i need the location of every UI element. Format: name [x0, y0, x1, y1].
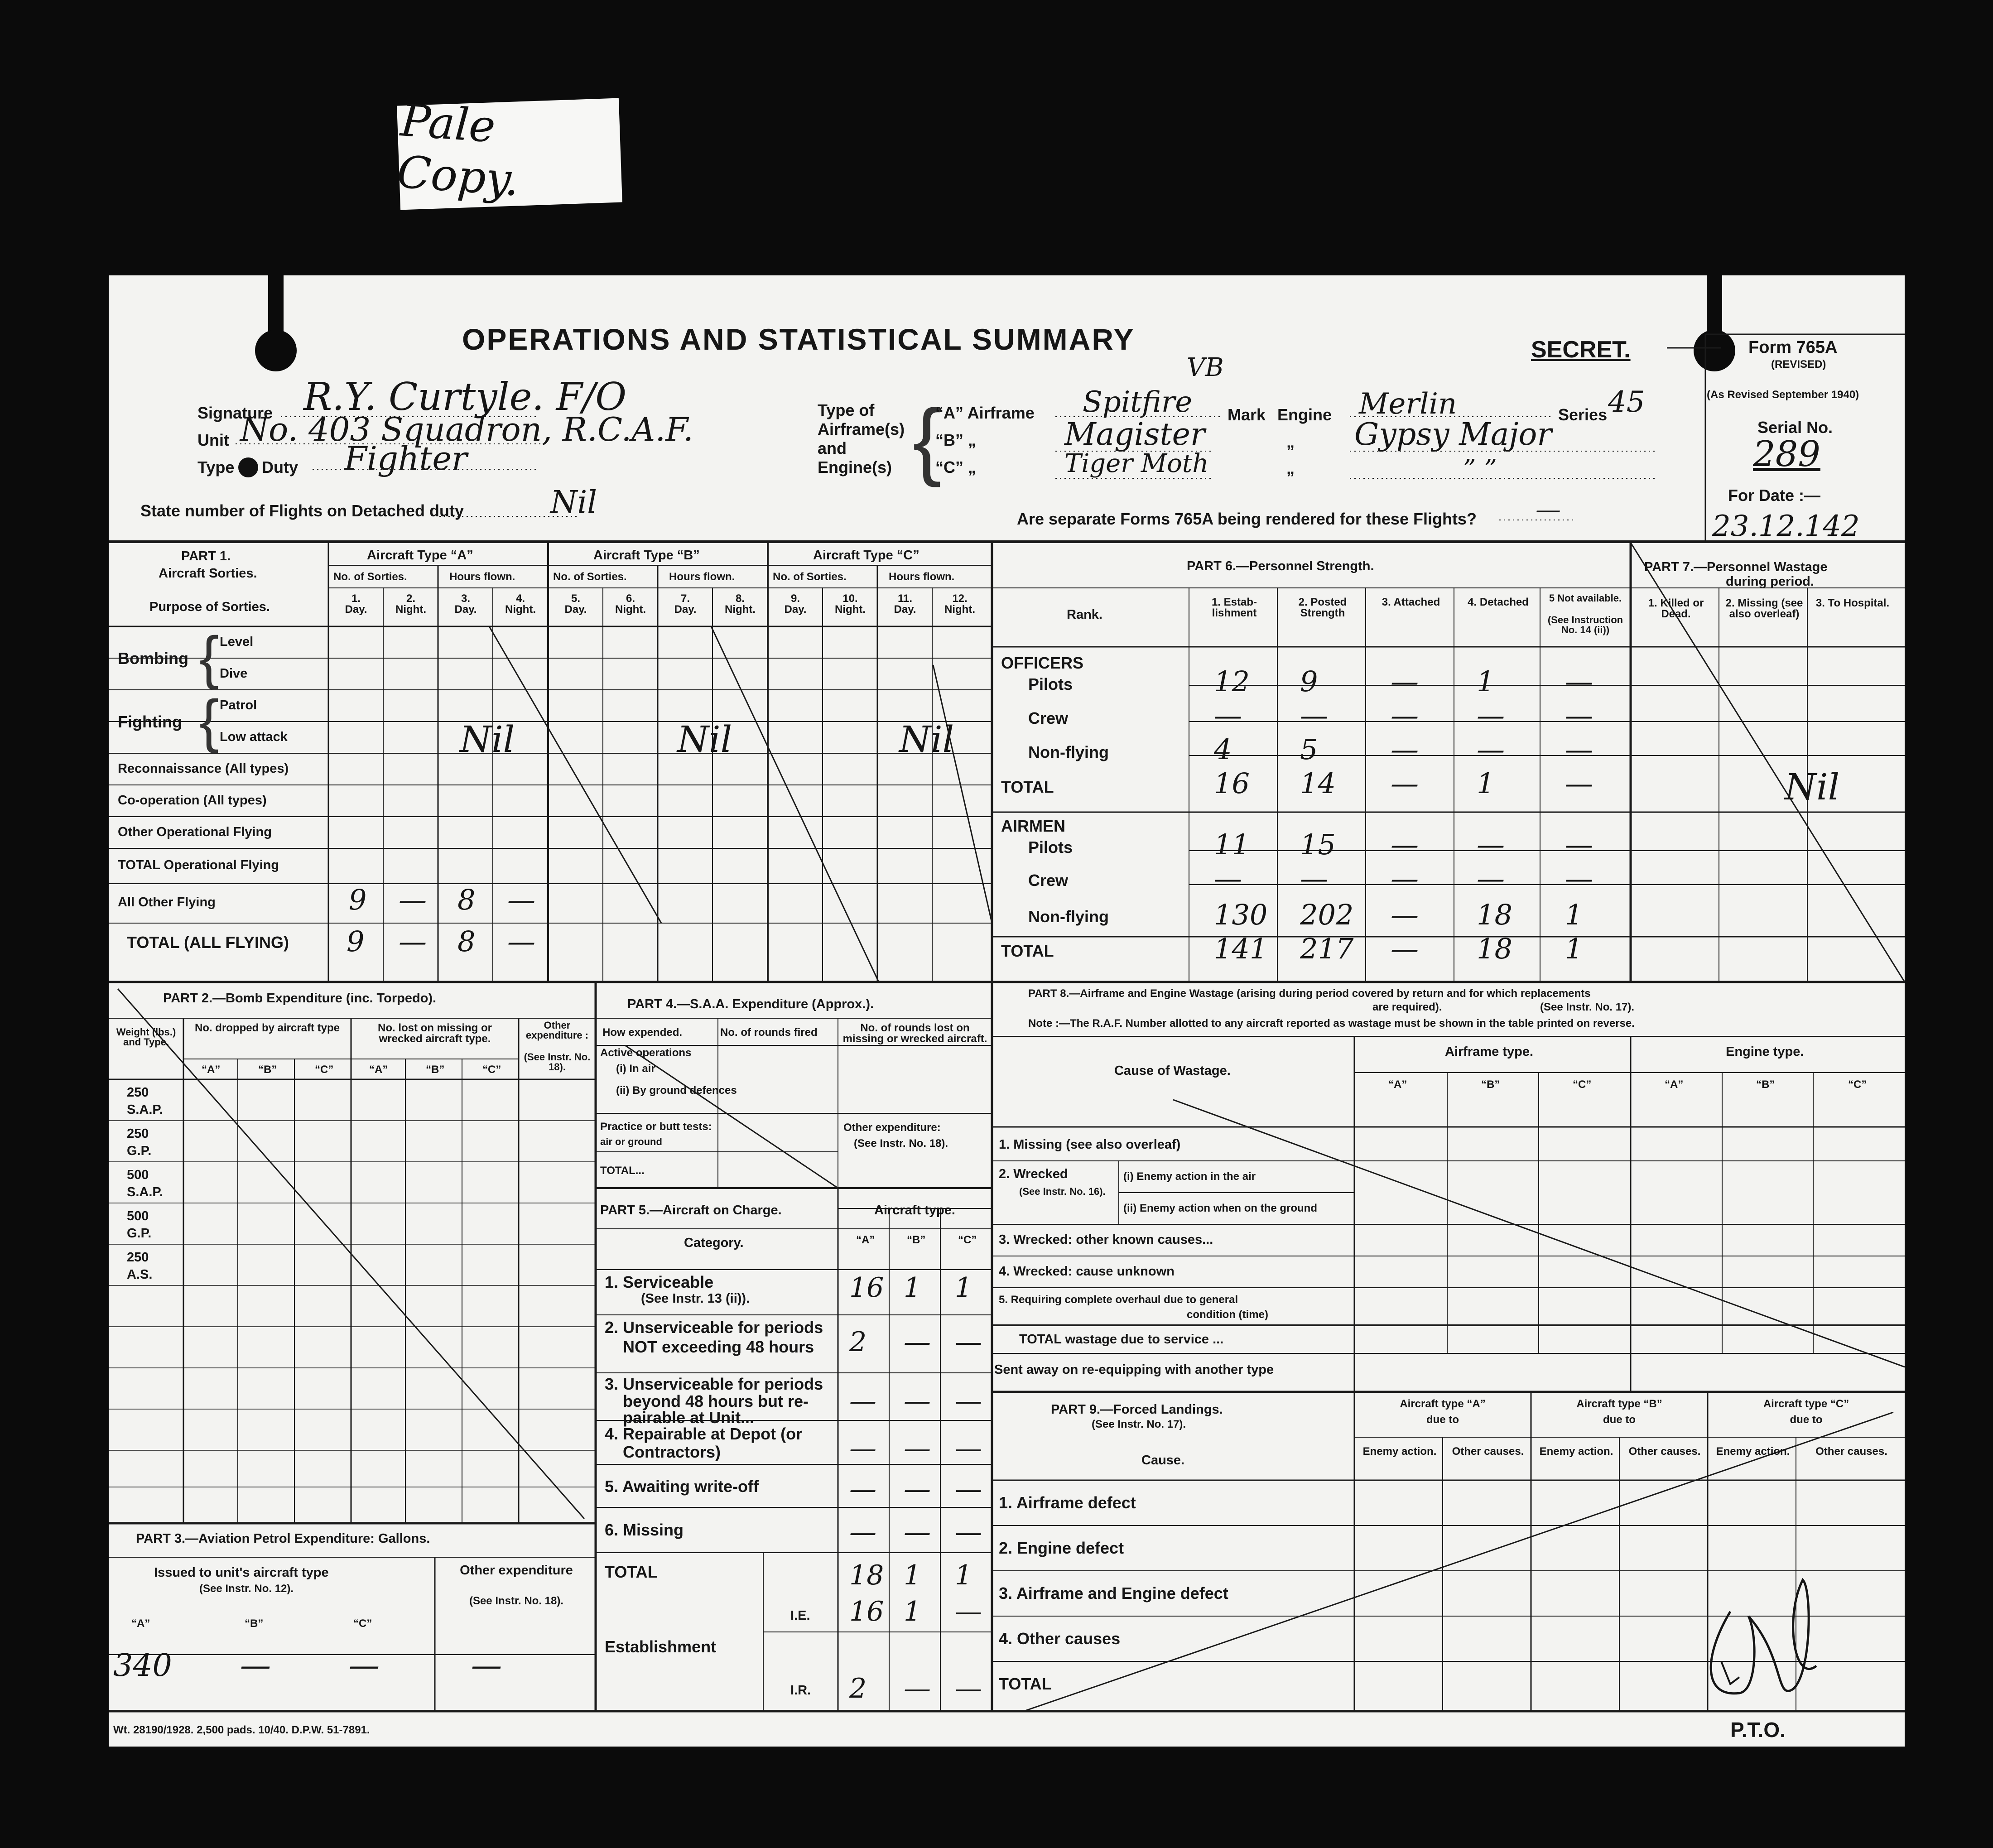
part3-a-value: 340: [113, 1648, 172, 1684]
p1-col-6: 6. Night.: [615, 592, 646, 616]
engine-a-value: Merlin: [1359, 387, 1457, 421]
part6-cell-r1-c3: —: [1477, 699, 1505, 732]
p2-col-a1: “A”: [202, 1064, 221, 1076]
part6-cell-r0-c3: 1: [1477, 665, 1495, 698]
p9-engine-defect: 2. Engine defect: [999, 1539, 1124, 1557]
airmen-label: AIRMEN: [1001, 817, 1065, 835]
airframe-label-2: Airframe(s): [818, 420, 905, 438]
p2-t5: A.S.: [127, 1267, 153, 1282]
part5-cell-r3-c2: —: [955, 1433, 982, 1464]
part6-cell-r2-c4: —: [1565, 733, 1593, 766]
part6-cell-r6-c4: 1: [1565, 898, 1583, 931]
part1-subtitle: Aircraft Sorties.: [159, 566, 257, 581]
p5-total: TOTAL: [605, 1563, 658, 1581]
part8-title2: are required).: [1372, 1001, 1442, 1013]
serial-label: Serial No.: [1757, 418, 1833, 437]
airmen-total: TOTAL: [1001, 942, 1054, 960]
detached-label: State number of Flights on Detached duty: [140, 501, 464, 520]
part5-cell-r3-c0: —: [849, 1433, 876, 1464]
part6-cell-r5-c3: —: [1477, 862, 1505, 895]
part8-title-instr: (See Instr. No. 17).: [1540, 1001, 1635, 1013]
part5-cell-r4-c2: —: [955, 1473, 982, 1505]
part1-c-nil: Nil: [899, 718, 954, 760]
part5-cell-r2-c1: —: [904, 1385, 931, 1417]
officers-pilots: Pilots: [1028, 675, 1073, 693]
part5-ir_values-c2: —: [955, 1673, 982, 1704]
part1-type-b-header: Aircraft Type “B”: [593, 548, 700, 563]
part3-issued-instr: (See Instr. No. 12).: [199, 1583, 294, 1595]
p2-t4: G.P.: [127, 1226, 152, 1241]
part6-cell-r7-c1: 217: [1300, 932, 1354, 965]
engine-b-ditto: „: [1286, 433, 1295, 451]
part5-ie_values-c0: 16: [849, 1596, 884, 1627]
p5-repairable-sub: Contractors): [623, 1443, 721, 1461]
part6-cell-r7-c4: 1: [1565, 932, 1583, 965]
part2-other-instr: (See Instr. No. 18).: [524, 1051, 591, 1073]
p1-col-10: 10. Night.: [835, 592, 866, 616]
p9-due-a: due to: [1426, 1414, 1459, 1426]
form-title: OPERATIONS AND STATISTICAL SUMMARY: [462, 322, 1135, 356]
part5-ie_values-c1: 1: [904, 1596, 921, 1627]
part1-c-hours: Hours flown.: [889, 571, 955, 583]
row-patrol: Patrol: [220, 698, 257, 712]
officers-total: TOTAL: [1001, 778, 1054, 796]
part6-cell-r6-c1: 202: [1300, 898, 1354, 931]
type-label: Type: [197, 458, 235, 476]
part6-cell-r1-c1: —: [1300, 699, 1328, 732]
total-all-day-hours: 8: [457, 925, 476, 958]
airmen-non-flying: Non-flying: [1028, 907, 1109, 926]
airframe-brace: {: [913, 392, 942, 488]
part3-issued-header: Issued to unit's aircraft type: [154, 1565, 329, 1580]
part5-cell-r1-c2: —: [955, 1326, 982, 1358]
part4-practice-sub: air or ground: [600, 1136, 662, 1147]
p1-col-11: 11. Day.: [894, 592, 916, 616]
part1-type-c-header: Aircraft Type “C”: [813, 548, 919, 563]
part9-title: PART 9.—Forced Landings.: [1051, 1402, 1223, 1417]
p8-col-a2: “A”: [1665, 1078, 1684, 1091]
part4-title: PART 4.—S.A.A. Expenditure (Approx.).: [627, 997, 874, 1011]
mark-label: Mark: [1228, 405, 1266, 424]
part5-cell-r2-c0: —: [849, 1385, 876, 1417]
part5-cell-r0-c1: 1: [904, 1272, 921, 1304]
series-value: 45: [1608, 385, 1645, 419]
part5-cell-r5-c2: —: [955, 1516, 982, 1548]
row-level: Level: [220, 635, 254, 649]
pto-label: P.T.O.: [1730, 1718, 1786, 1742]
part5-type-header: Aircraft type.: [874, 1203, 955, 1218]
part6-cell-r1-c0: —: [1214, 699, 1242, 732]
p8-wrecked-other: 3. Wrecked: other known causes...: [999, 1232, 1213, 1247]
p5-repairable: 4. Repairable at Depot (or: [605, 1424, 803, 1443]
p2-w3: 500: [127, 1168, 149, 1182]
part6-cell-r1-c2: —: [1391, 699, 1419, 732]
fighting-label: Fighting: [118, 712, 182, 731]
part6-col-3: 3. Attached: [1382, 596, 1440, 608]
p2-col-c2: “C”: [482, 1064, 501, 1076]
p2-t1: S.A.P.: [127, 1102, 164, 1117]
part1-b-sorties: No. of Sorties.: [553, 571, 627, 583]
part6-cell-r5-c0: —: [1214, 862, 1242, 895]
part6-cell-r6-c2: —: [1391, 898, 1419, 931]
part6-cell-r0-c1: 9: [1300, 665, 1318, 698]
total-all-night-hours: —: [507, 925, 535, 958]
part6-cell-r7-c3: 18: [1477, 932, 1512, 965]
part6-cell-r3-c3: 1: [1477, 767, 1495, 800]
separate-forms-label: Are separate Forms 765A being rendered for these Flights?: [1017, 510, 1477, 528]
airframe-label-4: Engine(s): [818, 458, 892, 476]
p1-col-8: 8. Night.: [725, 592, 756, 616]
part4-fired-header: No. of rounds fired: [720, 1026, 818, 1039]
part5-col-a: “A”: [856, 1234, 875, 1246]
part6-cell-r2-c0: 4: [1214, 733, 1232, 766]
part7-title: PART 7.—Personnel Wastage: [1644, 560, 1828, 574]
airframe-b-value: Magister: [1064, 417, 1205, 452]
part4-how-header: How expended.: [602, 1026, 683, 1039]
p5-ie-label: I.E.: [790, 1608, 810, 1623]
part8-title: PART 8.—Airframe and Engine Wastage (arising during period covered by return and for which replacements: [1028, 987, 1591, 1000]
airframe-c-value: Tiger Moth: [1064, 449, 1209, 478]
part5-ir_values-c0: 2: [849, 1673, 867, 1704]
p8-col-a1: “A”: [1388, 1078, 1407, 1091]
part6-cell-r6-c3: 18: [1477, 898, 1512, 931]
p1-col-2: 2. Night.: [395, 592, 426, 616]
form-number: Form 765A: [1748, 338, 1838, 357]
part4-total: TOTAL...: [600, 1165, 645, 1177]
p9-total: TOTAL: [999, 1675, 1052, 1693]
p2-w1: 250: [127, 1085, 149, 1100]
part1-a-hours: Hours flown.: [449, 571, 515, 583]
part2-weight-header: Weight (lbs.) and Type.: [116, 1026, 176, 1048]
fighting-brace: {: [199, 688, 219, 754]
bombing-brace: {: [199, 624, 219, 690]
date-label: For Date :—: [1728, 486, 1821, 505]
part5-ie_values-c2: —: [955, 1596, 982, 1627]
p8-total: TOTAL wastage due to service ...: [1019, 1332, 1224, 1347]
type-duty-value: Fighter: [344, 439, 467, 477]
ink-blot: [238, 457, 258, 477]
part6-col-2: 2. Posted Strength: [1298, 596, 1347, 619]
p8-col-b2: “B”: [1756, 1078, 1775, 1091]
part6-cell-r4-c2: —: [1391, 828, 1419, 861]
unit-value: No. 403 Squadron, R.C.A.F.: [240, 410, 693, 448]
part6-col-5-instr: (See Instruction No. 14 (ii)): [1547, 614, 1623, 635]
part5-cell-r1-c1: —: [904, 1326, 931, 1358]
pale-copy-label: [395, 95, 622, 210]
part6-col-4: 4. Detached: [1468, 596, 1529, 608]
all-other-night-sorties: —: [399, 883, 427, 916]
part9-cause-header: Cause.: [1141, 1453, 1185, 1468]
p8-col-c1: “C”: [1573, 1078, 1592, 1091]
engine-b-value: Gypsy Major: [1354, 417, 1552, 452]
part6-cell-r4-c1: 15: [1300, 828, 1336, 861]
row-other-operational: Other Operational Flying: [118, 825, 272, 839]
part1-a-sorties: No. of Sorties.: [333, 571, 407, 583]
all-other-day-sorties: 9: [349, 883, 367, 916]
part5-cell-r5-c1: —: [904, 1516, 931, 1548]
p5-awaiting: 5. Awaiting write-off: [605, 1477, 759, 1496]
part4-active-ops: Active operations: [600, 1047, 692, 1059]
part1-c-sorties: No. of Sorties.: [773, 571, 847, 583]
part1-a-nil: Nil: [460, 718, 515, 760]
p5-unserv-beyond-sub: beyond 48 hours but re-: [623, 1392, 809, 1410]
serial-value: 289: [1753, 434, 1820, 475]
date-value: 23.12.142: [1712, 510, 1860, 543]
p2-t3: S.A.P.: [127, 1185, 164, 1199]
part5-cell-r0-c2: 1: [955, 1272, 972, 1304]
part1-b-hours: Hours flown.: [669, 571, 735, 583]
airframe-c-label: “C” „: [935, 458, 976, 476]
p9-other-c: Other causes.: [1815, 1445, 1887, 1458]
officers-non-flying: Non-flying: [1028, 743, 1109, 761]
part6-cell-r0-c4: —: [1565, 665, 1593, 698]
part5-title: PART 5.—Aircraft on Charge.: [600, 1203, 782, 1218]
row-low-attack: Low attack: [220, 730, 288, 744]
part6-cell-r3-c2: —: [1391, 767, 1419, 800]
p5-unserv-beyond: 3. Unserviceable for periods: [605, 1375, 823, 1393]
part3-b-value: —: [240, 1648, 271, 1684]
p1-col-7: 7. Day.: [674, 592, 697, 616]
signature-label: Signature: [197, 404, 273, 422]
part3-title: PART 3.—Aviation Petrol Expenditure: Gallons.: [136, 1531, 430, 1546]
p5-establishment: Establishment: [605, 1637, 717, 1656]
form-revision-date: (As Revised September 1940): [1707, 389, 1859, 401]
p2-col-b2: “B”: [426, 1064, 445, 1076]
form-sheet: [109, 275, 1905, 1747]
part6-cell-r5-c2: —: [1391, 862, 1419, 895]
p8-missing: 1. Missing (see also overleaf): [999, 1137, 1181, 1152]
part6-cell-r7-c2: —: [1391, 932, 1419, 965]
p8-col-c2: “C”: [1848, 1078, 1867, 1091]
row-total-operational: TOTAL Operational Flying: [118, 858, 279, 872]
p5-ir-label: I.R.: [790, 1683, 811, 1698]
p9-airframe-defect: 1. Airframe defect: [999, 1493, 1136, 1512]
part3-col-c: “C”: [353, 1617, 372, 1630]
part8-note: Note :—The R.A.F. Number allotted to any aircraft reported as wastage must be shown in the table printed on reverse.: [1028, 1017, 1635, 1030]
series-label: Series: [1558, 405, 1608, 424]
engine-c-value: ” ”: [1463, 454, 1497, 484]
p9-enemy-c: Enemy action.: [1716, 1445, 1790, 1458]
p8-wrecked: 2. Wrecked: [999, 1167, 1068, 1181]
row-total-all-flying: TOTAL (ALL FLYING): [127, 933, 289, 952]
part8-cause-header: Cause of Wastage.: [1114, 1064, 1231, 1078]
part7-nil: Nil: [1785, 766, 1840, 808]
p9-due-c: due to: [1790, 1414, 1823, 1426]
part6-title: PART 6.—Personnel Strength.: [1187, 559, 1374, 573]
p2-w5: 250: [127, 1250, 149, 1265]
part4-in-air: (i) In air: [616, 1063, 655, 1075]
officers-crew: Crew: [1028, 709, 1069, 727]
p9-enemy-a: Enemy action.: [1362, 1445, 1437, 1458]
p9-other-causes: 4. Other causes: [999, 1629, 1121, 1648]
detached-value: Nil: [550, 485, 597, 520]
part5-cell-r6-c1: 1: [904, 1559, 921, 1591]
p8-enemy-air: (i) Enemy action in the air: [1123, 1170, 1256, 1183]
part6-col-5: 5 Not available.: [1549, 592, 1622, 604]
p1-col-1: 1. Day.: [345, 592, 367, 616]
total-all-night-sorties: —: [399, 925, 427, 958]
p8-col-b1: “B”: [1481, 1078, 1500, 1091]
p1-col-4: 4. Night.: [505, 592, 536, 616]
p2-col-a2: “A”: [369, 1064, 388, 1076]
p2-col-b1: “B”: [258, 1064, 277, 1076]
p9-type-c: Aircraft type “C”: [1763, 1398, 1849, 1410]
part5-ir_values-c1: —: [904, 1673, 931, 1704]
part2-lost-header: No. lost on missing or wrecked aircraft type.: [377, 1022, 492, 1045]
p5-unserv-beyond-sub2: pairable at Unit...: [623, 1408, 755, 1427]
part2-title: PART 2.—Bomb Expenditure (inc. Torpedo).: [163, 991, 437, 1006]
p5-unserv-48: 2. Unserviceable for periods: [605, 1318, 823, 1337]
duty-label: Duty: [262, 458, 298, 476]
row-all-other-flying: All Other Flying: [118, 895, 216, 910]
part5-cell-r5-c0: —: [849, 1516, 876, 1548]
p9-other-a: Other causes.: [1452, 1445, 1524, 1458]
part5-col-b: “B”: [907, 1234, 926, 1246]
p9-other-b: Other causes.: [1628, 1445, 1701, 1458]
part9-instr: (See Instr. No. 17).: [1092, 1418, 1186, 1430]
airframe-a-mark: VB: [1187, 353, 1224, 382]
separate-forms-value: —: [1536, 495, 1561, 525]
row-cooperation: Co-operation (All types): [118, 793, 267, 808]
p9-enemy-b: Enemy action.: [1539, 1445, 1613, 1458]
part2-other-header: Other expenditure :: [525, 1020, 589, 1041]
part5-cell-r3-c1: —: [904, 1433, 931, 1464]
p8-overhaul: 5. Requiring complete overhaul due to general: [999, 1294, 1238, 1306]
part5-cell-r4-c1: —: [904, 1473, 931, 1505]
p8-wrecked-unknown: 4. Wrecked: cause unknown: [999, 1264, 1175, 1279]
part6-cell-r4-c4: —: [1565, 828, 1593, 861]
pale-copy-text: Pale Copy.: [395, 95, 521, 207]
p2-t2: G.P.: [127, 1144, 152, 1158]
part5-cell-r6-c0: 18: [849, 1559, 884, 1591]
part6-cell-r0-c2: —: [1391, 665, 1419, 698]
p1-col-5: 5. Day.: [564, 592, 587, 616]
p2-col-c1: “C”: [315, 1064, 334, 1076]
part6-cell-r5-c1: —: [1300, 862, 1328, 895]
part7-subtitle: during period.: [1726, 574, 1814, 589]
part6-cell-r3-c1: 14: [1300, 767, 1336, 800]
part7-col-1: 1. Killed or Dead.: [1648, 597, 1704, 620]
part6-cell-r2-c1: 5: [1300, 733, 1318, 766]
engine-label: Engine: [1277, 405, 1332, 424]
part3-other-value: —: [471, 1648, 502, 1684]
airmen-crew: Crew: [1028, 871, 1069, 890]
part6-cell-r7-c0: 141: [1214, 932, 1268, 965]
p8-overhaul2: condition (time): [1187, 1309, 1268, 1321]
part3-other-header: Other expenditure: [460, 1563, 573, 1578]
p9-due-b: due to: [1603, 1414, 1636, 1426]
part7-col-3: 3. To Hospital.: [1815, 597, 1890, 609]
part6-cell-r2-c3: —: [1477, 733, 1505, 766]
p1-col-12: 12. Night.: [944, 592, 975, 616]
part8-engine-header: Engine type.: [1726, 1044, 1804, 1059]
part7-col-2: 2. Missing (see also overleaf): [1725, 597, 1803, 620]
part6-rank-header: Rank.: [1067, 607, 1102, 622]
part6-col-1: 1. Estab-lishment: [1211, 596, 1257, 619]
part5-cell-r6-c2: 1: [955, 1559, 972, 1591]
airframe-a-value: Spitfire: [1083, 385, 1193, 419]
part2-dropped-header: No. dropped by aircraft type: [194, 1022, 340, 1034]
part4-other-instr: (See Instr. No. 18).: [854, 1137, 948, 1150]
part1-b-nil: Nil: [677, 718, 732, 760]
part1-title: PART 1.: [181, 549, 231, 563]
p5-serviceable-sub: (See Instr. 13 (ii)).: [641, 1291, 750, 1306]
all-other-night-hours: —: [507, 883, 535, 916]
part3-c-value: —: [349, 1648, 380, 1684]
p1-col-3: 3. Day.: [454, 592, 477, 616]
part3-col-b: “B”: [245, 1617, 264, 1630]
secret-label: SECRET.: [1531, 337, 1631, 363]
p9-type-a: Aircraft type “A”: [1400, 1398, 1486, 1410]
part6-cell-r1-c4: —: [1565, 699, 1593, 732]
part6-cell-r6-c0: 130: [1214, 898, 1268, 931]
part6-cell-r3-c4: —: [1565, 767, 1593, 800]
p9-type-b: Aircraft type “B”: [1576, 1398, 1662, 1410]
print-reference: Wt. 28190/1928. 2,500 pads. 10/40. D.P.W. 51-7891.: [113, 1724, 370, 1736]
officers-label: OFFICERS: [1001, 654, 1084, 672]
p1-col-9: 9. Day.: [784, 592, 807, 616]
part5-cell-r2-c2: —: [955, 1385, 982, 1417]
p5-missing: 6. Missing: [605, 1521, 684, 1539]
form-revised: (REVISED): [1771, 358, 1826, 371]
p8-wrecked-instr: (See Instr. No. 16).: [1019, 1186, 1106, 1197]
part6-cell-r4-c3: —: [1477, 828, 1505, 861]
engine-c-ditto: „: [1286, 459, 1295, 477]
part6-cell-r4-c0: 11: [1214, 828, 1250, 861]
part5-cell-r4-c0: —: [849, 1473, 876, 1505]
bombing-label: Bombing: [118, 649, 188, 668]
p2-w2: 250: [127, 1126, 149, 1141]
unit-label: Unit: [197, 431, 229, 449]
p8-sent-away: Sent away on re-equipping with another type: [994, 1362, 1274, 1377]
part4-lost-header: No. of rounds lost on missing or wrecked aircraft.: [842, 1022, 987, 1045]
p2-w4: 500: [127, 1209, 149, 1223]
part1-purpose-header: Purpose of Sorties.: [149, 600, 270, 614]
airframe-a-label: “A” Airframe: [935, 404, 1035, 422]
signature-value: R.Y. Curtyle. F/O: [303, 375, 627, 419]
part3-col-a: “A”: [131, 1617, 150, 1630]
part6-cell-r2-c2: —: [1391, 733, 1419, 766]
airframe-b-label: “B” „: [935, 431, 976, 449]
part5-category-header: Category.: [684, 1236, 744, 1250]
part5-cell-r1-c0: 2: [849, 1326, 867, 1358]
p5-serviceable: 1. Serviceable: [605, 1273, 714, 1291]
all-other-day-hours: 8: [457, 883, 476, 916]
form-rulings: [109, 275, 1905, 1747]
part4-by-ground: (ii) By ground defences: [616, 1084, 737, 1097]
part6-cell-r0-c0: 12: [1214, 665, 1250, 698]
part5-cell-r0-c0: 16: [849, 1272, 884, 1304]
row-reconnaissance: Reconnaissance (All types): [118, 761, 289, 776]
part6-cell-r5-c4: —: [1565, 862, 1593, 895]
part1-type-a-header: Aircraft Type “A”: [367, 548, 473, 563]
row-dive: Dive: [220, 666, 248, 681]
p9-airframe-engine-defect: 3. Airframe and Engine defect: [999, 1584, 1228, 1603]
part4-other-exp: Other expenditure:: [843, 1121, 941, 1134]
part6-cell-r3-c0: 16: [1214, 767, 1250, 800]
part4-practice: Practice or butt tests:: [600, 1121, 712, 1133]
airframe-label-1: Type of: [818, 401, 875, 419]
part5-col-c: “C”: [958, 1234, 977, 1246]
p8-enemy-ground: (ii) Enemy action when on the ground: [1123, 1202, 1318, 1214]
part3-other-instr: (See Instr. No. 18).: [469, 1595, 564, 1607]
part8-airframe-header: Airframe type.: [1445, 1044, 1534, 1059]
total-all-day-sorties: 9: [347, 925, 365, 958]
airframe-label-3: and: [818, 439, 847, 457]
airmen-pilots: Pilots: [1028, 838, 1073, 857]
p5-unserv-48-sub: NOT exceeding 48 hours: [623, 1338, 814, 1356]
